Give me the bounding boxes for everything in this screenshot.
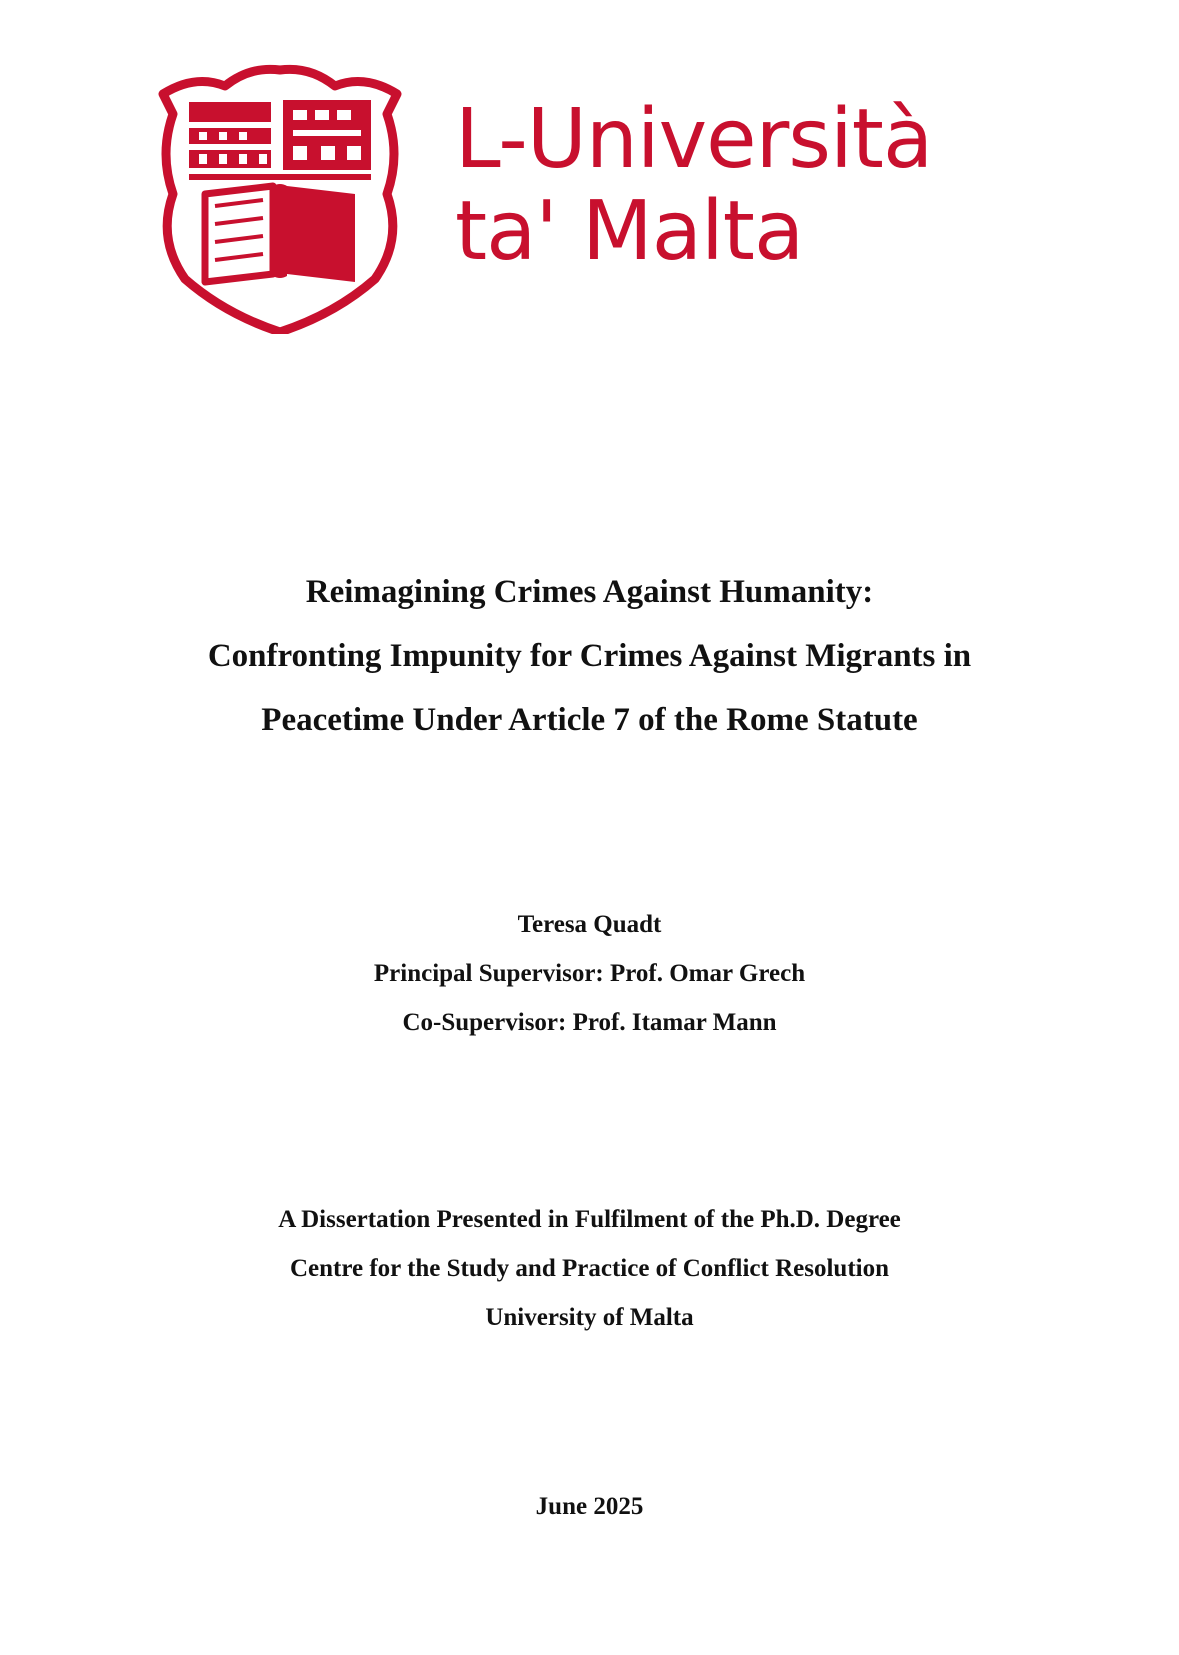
co-supervisor: Co-Supervisor: Prof. Itamar Mann — [402, 1009, 777, 1036]
wordmark-line-1: L-Università — [455, 92, 933, 187]
degree-line-1: A Dissertation Presented in Fulfilment of the Ph.D. Degree — [278, 1206, 901, 1233]
title-line-1: Reimagining Crimes Against Humanity: — [305, 574, 874, 610]
author-name: Teresa Quadt — [517, 911, 662, 938]
degree-line-3: University of Malta — [485, 1304, 694, 1331]
submission-date: June 2025 — [535, 1493, 644, 1520]
degree-line-2: Centre for the Study and Practice of Conflict Resolution — [289, 1255, 889, 1282]
university-wordmark — [455, 94, 932, 278]
degree-statement — [0, 1195, 1179, 1342]
dissertation-title — [0, 560, 1179, 752]
wordmark-line-2: ta' Malta — [455, 184, 804, 279]
university-logo — [155, 64, 995, 334]
author-supervisors — [0, 900, 1179, 1047]
university-crest-icon — [155, 64, 405, 334]
title-line-3: Peacetime Under Article 7 of the Rome Statute — [261, 702, 918, 738]
principal-supervisor: Principal Supervisor: Prof. Omar Grech — [373, 960, 806, 987]
title-line-2: Confronting Impunity for Crimes Against Migrants in — [207, 638, 972, 674]
